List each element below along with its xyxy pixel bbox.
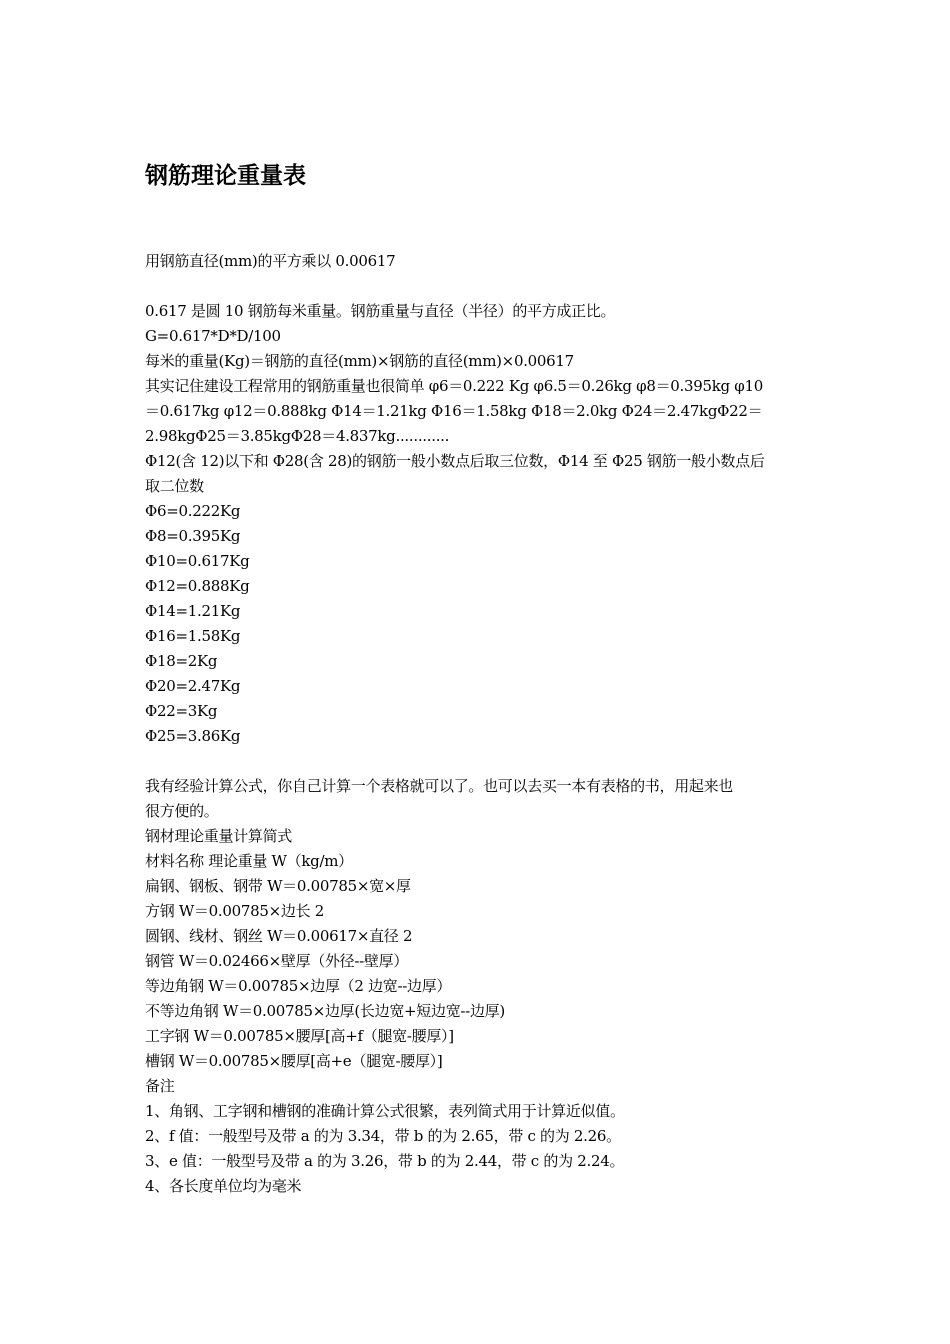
explanation-line: ＝0.617kg φ12＝0.888kg Φ14＝1.21kg Φ16＝1.58kg Φ18＝2.0kg Φ24＝2.47kgΦ22＝ [145, 402, 763, 420]
formula-section-line: 很方便的。 [145, 802, 219, 820]
weight-item: Φ18=2Kg [145, 652, 218, 670]
note-item: 3、e 值：一般型号及带 a 的为 3.26，带 b 的为 2.44，带 c 的为 2.24。 [145, 1152, 625, 1170]
weight-item: Φ12=0.888Kg [145, 577, 250, 595]
formula-row: 等边角钢 W＝0.00785×边厚（2 边宽--边厚） [145, 977, 452, 995]
weight-item: Φ22=3Kg [145, 702, 218, 720]
weight-item: Φ25=3.86Kg [145, 727, 241, 745]
intro-paragraph: 用钢筋直径(mm)的平方乘以 0.00617 [145, 252, 396, 270]
weight-item: Φ16=1.58Kg [145, 627, 241, 645]
document-body [145, 249, 810, 1199]
weight-item: Φ20=2.47Kg [145, 677, 241, 695]
explanation-line: 其实记住建设工程常用的钢筋重量也很简单 φ6＝0.222 Kg φ6.5＝0.26kg φ8＝0.395kg φ10 [145, 377, 763, 395]
blank-line [145, 274, 810, 299]
explanation-line: 0.617 是圆 10 钢筋每米重量。钢筋重量与直径（半径）的平方成正比。 [145, 302, 616, 320]
explanation-line: Φ12(含 12)以下和 Φ28(含 28)的钢筋一般小数点后取三位数，Φ14 至 Φ25 钢筋一般小数点后 [145, 452, 765, 470]
formula-row: 钢管 W＝0.02466×壁厚（外径--壁厚） [145, 952, 409, 970]
formula-row: 槽钢 W＝0.00785×腰厚[高+e（腿宽-腰厚）] [145, 1052, 443, 1070]
formula-row: 圆钢、线材、钢丝 W＝0.00617×直径 2 [145, 927, 413, 945]
formula-line: G=0.617*D*D/100 [145, 327, 281, 345]
explanation-line: 每米的重量(Kg)＝钢筋的直径(mm)×钢筋的直径(mm)×0.00617 [145, 352, 574, 370]
weight-item: Φ10=0.617Kg [145, 552, 250, 570]
note-item: 2、f 值：一般型号及带 a 的为 3.34，带 b 的为 2.65，带 c 的为 2.26。 [145, 1127, 621, 1145]
document-title: 钢筋理论重量表 [145, 162, 306, 189]
explanation-line: 2.98kgΦ25＝3.85kgΦ28＝4.837kg............ [145, 427, 450, 445]
note-item: 4、各长度单位均为毫米 [145, 1177, 302, 1195]
weight-item: Φ8=0.395Kg [145, 527, 241, 545]
blank-line [145, 749, 810, 774]
formula-row: 不等边角钢 W＝0.00785×边厚(长边宽+短边宽--边厚) [145, 1002, 505, 1020]
formula-row: 工字钢 W＝0.00785×腰厚[高+f（腿宽-腰厚）] [145, 1027, 454, 1045]
formula-header-row: 材料名称 理论重量 W（kg/m） [145, 852, 353, 870]
note-item: 1、角钢、工字钢和槽钢的准确计算公式很繁，表列简式用于计算近似值。 [145, 1102, 625, 1120]
formula-section-heading: 钢材理论重量计算简式 [145, 827, 293, 845]
explanation-line: 取二位数 [145, 477, 204, 495]
formula-section-line: 我有经验计算公式，你自己计算一个表格就可以了。也可以去买一本有表格的书，用起来也 [145, 777, 734, 795]
weight-item: Φ14=1.21Kg [145, 602, 241, 620]
formula-row: 方钢 W＝0.00785×边长 2 [145, 902, 324, 920]
weight-item: Φ6=0.222Kg [145, 502, 241, 520]
formula-row: 扁钢、钢板、钢带 W＝0.00785×宽×厚 [145, 877, 411, 895]
notes-heading: 备注 [145, 1077, 175, 1095]
